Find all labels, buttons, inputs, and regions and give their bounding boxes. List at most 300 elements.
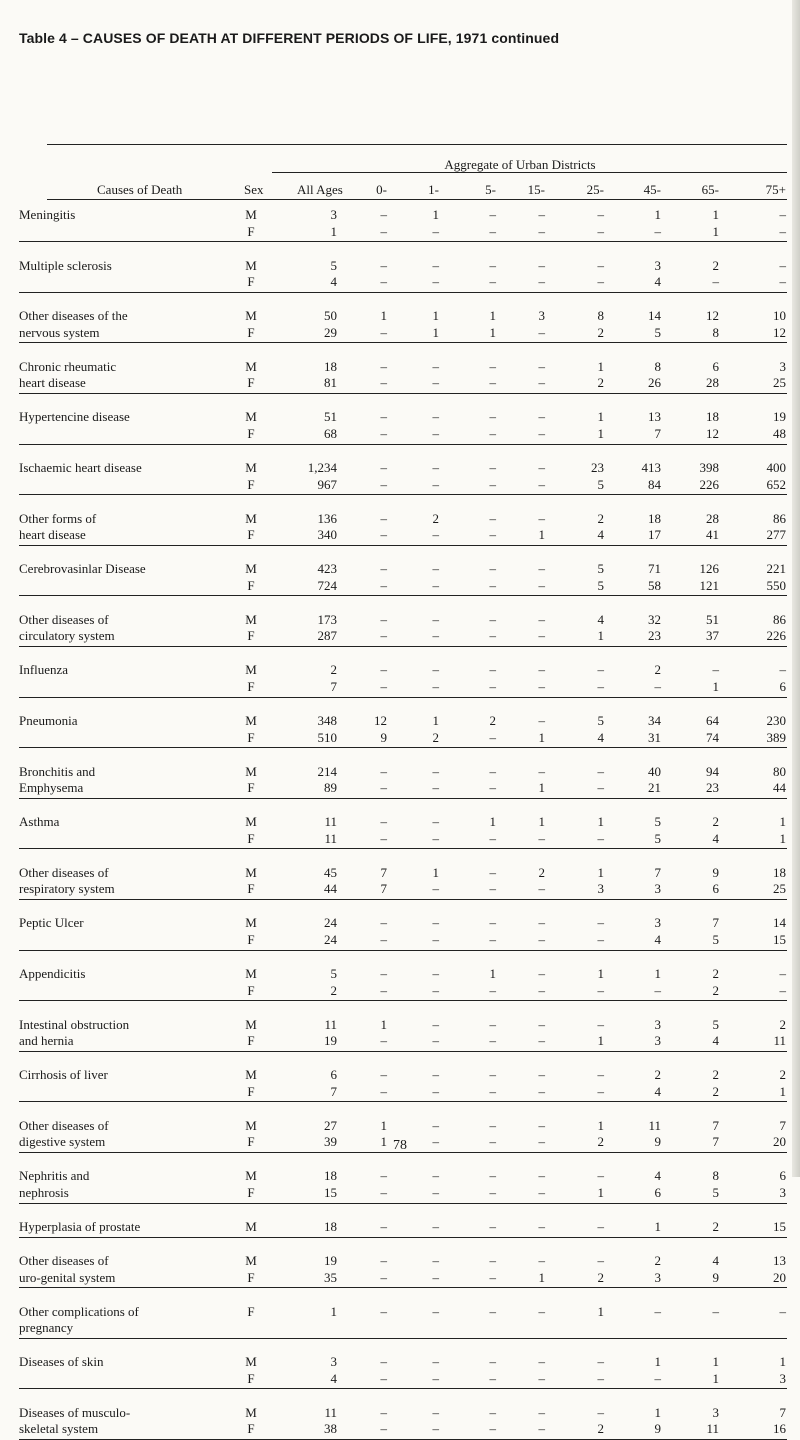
row-age-value: – xyxy=(489,881,496,897)
row-cause-name: Other forms of xyxy=(19,510,97,526)
row-age-value: – xyxy=(489,1253,496,1268)
row-sex: M xyxy=(245,308,257,324)
row-age-value: – xyxy=(432,1354,439,1370)
row-age-value: 6 xyxy=(654,1185,661,1200)
row-age-value: 2 xyxy=(597,1269,604,1285)
row-all-ages: 7 xyxy=(330,1083,337,1099)
row-age-value: – xyxy=(380,830,387,846)
row-separator xyxy=(19,494,787,495)
row-age-value: – xyxy=(489,1370,496,1386)
row-separator xyxy=(19,241,787,242)
row-age-value: 226 xyxy=(699,476,719,492)
row-age-value: – xyxy=(538,257,545,273)
row-age-value: – xyxy=(489,864,496,880)
row-separator xyxy=(19,1203,787,1204)
row-age-value: 41 xyxy=(706,527,719,543)
row-all-ages: 11 xyxy=(324,1016,337,1032)
row-cause-name: Pneumonia xyxy=(19,713,78,728)
row-age-value: 26 xyxy=(648,375,661,391)
row-age-value: 9 xyxy=(654,1134,661,1150)
row-age-value: 7 xyxy=(779,1404,786,1420)
row-age-value: – xyxy=(538,1404,545,1420)
row-age-value: – xyxy=(597,763,604,779)
row-age-value: – xyxy=(432,1117,439,1133)
row-all-ages: 4 xyxy=(330,1370,337,1386)
row-age-value: 5 xyxy=(597,713,604,728)
row-age-value: 18 xyxy=(648,510,661,526)
row-age-value: 413 xyxy=(641,460,661,475)
row-age-value: 4 xyxy=(597,729,604,745)
row-sex: F xyxy=(247,628,255,644)
row-all-ages: 11 xyxy=(324,830,337,846)
row-age-value: – xyxy=(538,274,545,290)
row-age-value: 652 xyxy=(766,476,786,492)
row-age-value: 1 xyxy=(380,1117,387,1133)
row-separator xyxy=(19,1388,787,1389)
row-age-value: – xyxy=(538,982,545,998)
row-age-value: – xyxy=(538,628,545,644)
row-all-ages: 45 xyxy=(324,864,337,880)
row-all-ages: 287 xyxy=(317,628,337,644)
row-sex: M xyxy=(245,864,257,880)
row-age-value: – xyxy=(432,1134,439,1150)
row-age-value: – xyxy=(380,932,387,947)
row-sex: F xyxy=(247,324,255,340)
row-age-value: – xyxy=(380,223,387,239)
row-all-ages: 7 xyxy=(330,679,337,694)
row-all-ages: 24 xyxy=(324,932,337,947)
header-age-4: 25- xyxy=(586,182,604,197)
row-age-value: – xyxy=(597,780,604,796)
row-age-value: 1 xyxy=(489,814,496,830)
row-age-value: 11 xyxy=(648,1117,661,1133)
row-age-value: 2 xyxy=(712,1083,719,1099)
row-sex: M xyxy=(245,358,257,374)
row-age-value: – xyxy=(380,358,387,374)
row-age-value: 37 xyxy=(706,628,719,644)
header-age-1: 1- xyxy=(428,182,439,197)
header-age-5: 45- xyxy=(643,182,661,197)
row-age-value: – xyxy=(380,476,387,492)
row-age-value: – xyxy=(538,1421,545,1437)
row-age-value: – xyxy=(538,460,545,475)
row-all-ages: 3 xyxy=(330,207,337,222)
row-age-value: 4 xyxy=(654,1168,661,1184)
row-age-value: – xyxy=(489,1016,496,1032)
row-age-value: – xyxy=(538,1370,545,1386)
row-age-value: 18 xyxy=(773,864,786,880)
row-sex: F xyxy=(247,679,255,694)
row-age-value: 2 xyxy=(654,1067,661,1083)
row-separator xyxy=(19,1000,787,1001)
row-age-value: – xyxy=(489,763,496,779)
row-age-value: – xyxy=(432,662,439,678)
row-age-value: 1 xyxy=(489,966,496,981)
row-all-ages: 18 xyxy=(324,1219,337,1234)
row-age-value: – xyxy=(489,375,496,391)
row-age-value: 400 xyxy=(766,460,786,475)
row-age-value: 389 xyxy=(766,729,786,745)
row-age-value: – xyxy=(432,1185,439,1200)
row-age-value: – xyxy=(538,1134,545,1150)
row-all-ages: 5 xyxy=(330,257,337,273)
row-all-ages: 89 xyxy=(324,780,337,796)
row-age-value: 15 xyxy=(773,932,786,947)
row-age-value: – xyxy=(489,476,496,492)
row-sex: F xyxy=(247,881,255,897)
row-age-value: – xyxy=(432,460,439,475)
row-age-value: 3 xyxy=(654,1016,661,1032)
row-age-value: 1 xyxy=(712,679,719,694)
row-sex: F xyxy=(247,375,255,391)
row-age-value: – xyxy=(489,1303,496,1319)
row-sex: F xyxy=(247,1269,255,1285)
page-number: 78 xyxy=(393,1138,407,1153)
row-age-value: 3 xyxy=(779,1370,786,1386)
row-age-value: – xyxy=(432,527,439,543)
row-age-value: 14 xyxy=(648,308,661,324)
row-sex: F xyxy=(247,1033,255,1049)
row-age-value: – xyxy=(538,375,545,391)
row-age-value: – xyxy=(380,324,387,340)
row-age-value: 51 xyxy=(706,611,719,627)
table-top-rule xyxy=(47,144,787,145)
row-all-ages: 19 xyxy=(324,1033,337,1049)
row-age-value: 5 xyxy=(654,324,661,340)
row-age-value: – xyxy=(538,662,545,678)
row-all-ages: 3 xyxy=(330,1354,337,1370)
row-age-value: 28 xyxy=(706,375,719,391)
row-age-value: – xyxy=(538,966,545,981)
row-age-value: 277 xyxy=(766,527,786,543)
row-age-value: 1 xyxy=(597,864,604,880)
row-age-value: – xyxy=(380,1083,387,1099)
row-age-value: – xyxy=(380,1370,387,1386)
row-cause-name: Other diseases of xyxy=(19,1253,109,1268)
row-age-value: – xyxy=(380,1067,387,1083)
row-age-value: – xyxy=(489,679,496,694)
row-sex: M xyxy=(245,611,257,627)
row-cause-name: Chronic rheumatic xyxy=(19,358,117,374)
row-age-value: – xyxy=(432,1067,439,1083)
row-age-value: – xyxy=(538,915,545,931)
row-age-value: – xyxy=(779,257,786,273)
row-age-value: 1 xyxy=(432,713,439,728)
row-cause-name: Emphysema xyxy=(19,780,84,796)
row-separator xyxy=(19,1051,787,1052)
row-age-value: 1 xyxy=(712,1354,719,1370)
row-age-value: – xyxy=(489,577,496,593)
row-sex: M xyxy=(245,409,257,425)
row-age-value: – xyxy=(538,881,545,897)
row-sex: F xyxy=(247,223,255,239)
row-age-value: – xyxy=(597,982,604,998)
row-age-value: – xyxy=(597,662,604,678)
row-age-value: 4 xyxy=(654,274,661,290)
row-age-value: – xyxy=(538,510,545,526)
row-age-value: 32 xyxy=(648,611,661,627)
row-cause-name: Asthma xyxy=(19,814,60,830)
row-age-value: 1 xyxy=(654,1404,661,1420)
row-age-value: – xyxy=(538,223,545,239)
row-age-value: – xyxy=(489,561,496,577)
row-separator xyxy=(19,848,787,849)
row-age-value: 1 xyxy=(597,1185,604,1200)
header-age-3: 15- xyxy=(527,182,545,197)
row-age-value: 6 xyxy=(779,1168,786,1184)
row-all-ages: 44 xyxy=(324,881,337,897)
row-sex: F xyxy=(247,1185,255,1200)
row-separator xyxy=(19,444,787,445)
row-cause-name: Other diseases of xyxy=(19,1117,109,1133)
row-age-value: – xyxy=(380,1033,387,1049)
row-sex: M xyxy=(245,1067,257,1083)
row-age-value: – xyxy=(489,207,496,222)
row-age-value: 1 xyxy=(538,1269,545,1285)
row-sex: M xyxy=(245,510,257,526)
row-age-value: 20 xyxy=(773,1134,786,1150)
row-age-value: 74 xyxy=(706,729,719,745)
row-age-value: – xyxy=(489,1117,496,1133)
row-age-value: – xyxy=(538,763,545,779)
row-age-value: – xyxy=(380,1168,387,1184)
row-age-value: – xyxy=(597,207,604,222)
row-age-value: – xyxy=(538,426,545,441)
row-age-value: 4 xyxy=(712,1253,719,1268)
row-age-value: – xyxy=(779,982,786,998)
row-age-value: – xyxy=(380,1404,387,1420)
row-age-value: 9 xyxy=(380,729,387,745)
row-sex: F xyxy=(247,1421,255,1437)
row-age-value: – xyxy=(432,966,439,981)
row-age-value: 7 xyxy=(712,1134,719,1150)
row-age-value: 13 xyxy=(648,409,661,425)
row-age-value: 2 xyxy=(654,662,661,678)
row-sex: F xyxy=(247,932,255,947)
row-sex: F xyxy=(247,1303,255,1319)
row-age-value: – xyxy=(597,915,604,931)
row-separator xyxy=(19,1101,787,1102)
row-sex: F xyxy=(247,426,255,441)
row-age-value: 4 xyxy=(654,932,661,947)
row-age-value: – xyxy=(538,1219,545,1234)
row-all-ages: 38 xyxy=(324,1421,337,1437)
row-age-value: 1 xyxy=(779,1083,786,1099)
row-age-value: 12 xyxy=(706,426,719,441)
row-age-value: 7 xyxy=(654,864,661,880)
row-age-value: – xyxy=(432,1219,439,1234)
row-age-value: 12 xyxy=(374,713,387,728)
row-cause-name: and hernia xyxy=(19,1033,74,1049)
row-age-value: 4 xyxy=(712,830,719,846)
row-age-value: – xyxy=(432,1269,439,1285)
row-age-value: 25 xyxy=(773,375,786,391)
row-age-value: 80 xyxy=(773,763,786,779)
row-cause-name: Cirrhosis of liver xyxy=(19,1067,108,1083)
row-sex: M xyxy=(245,561,257,577)
row-all-ages: 5 xyxy=(330,966,337,981)
row-age-value: – xyxy=(597,1067,604,1083)
row-cause-name: pregnancy xyxy=(19,1320,74,1336)
row-age-value: – xyxy=(597,1253,604,1268)
row-age-value: 7 xyxy=(712,1117,719,1133)
row-age-value: – xyxy=(597,679,604,694)
row-age-value: – xyxy=(538,409,545,425)
row-age-value: – xyxy=(489,460,496,475)
row-sex: F xyxy=(247,274,255,290)
row-age-value: 20 xyxy=(773,1269,786,1285)
row-all-ages: 173 xyxy=(317,611,337,627)
row-age-value: – xyxy=(380,814,387,830)
row-age-value: – xyxy=(489,1269,496,1285)
row-age-value: 1 xyxy=(597,1303,604,1319)
row-all-ages: 18 xyxy=(324,358,337,374)
row-age-value: – xyxy=(489,932,496,947)
row-age-value: 5 xyxy=(712,1016,719,1032)
row-age-value: 19 xyxy=(773,409,786,425)
row-age-value: 12 xyxy=(706,308,719,324)
row-age-value: 3 xyxy=(654,1033,661,1049)
row-age-value: – xyxy=(380,1253,387,1268)
row-age-value: – xyxy=(489,257,496,273)
row-age-value: – xyxy=(380,527,387,543)
row-age-value: 1 xyxy=(597,966,604,981)
row-age-value: – xyxy=(432,1303,439,1319)
row-age-value: – xyxy=(432,257,439,273)
row-age-value: 8 xyxy=(712,324,719,340)
row-age-value: – xyxy=(654,1370,661,1386)
row-age-value: 2 xyxy=(597,510,604,526)
row-age-value: – xyxy=(380,460,387,475)
row-sex: M xyxy=(245,1354,257,1370)
row-cause-name: nephrosis xyxy=(19,1185,69,1200)
row-age-value: – xyxy=(432,358,439,374)
row-age-value: 5 xyxy=(654,814,661,830)
row-sex: F xyxy=(247,577,255,593)
row-cause-name: Other diseases of the xyxy=(19,308,128,324)
row-age-value: – xyxy=(432,611,439,627)
row-all-ages: 1 xyxy=(330,1303,337,1319)
row-age-value: 6 xyxy=(712,881,719,897)
row-age-value: – xyxy=(432,780,439,796)
row-age-value: 40 xyxy=(648,763,661,779)
row-age-value: 1 xyxy=(538,729,545,745)
row-age-value: – xyxy=(432,915,439,931)
row-sex: M xyxy=(245,1253,257,1268)
row-age-value: 71 xyxy=(648,561,661,577)
row-age-value: 2 xyxy=(712,966,719,981)
row-age-value: 23 xyxy=(648,628,661,644)
row-age-value: – xyxy=(489,729,496,745)
row-sex: F xyxy=(247,1370,255,1386)
row-all-ages: 967 xyxy=(317,476,337,492)
row-age-value: – xyxy=(489,1033,496,1049)
row-age-value: 1 xyxy=(538,780,545,796)
row-age-value: 14 xyxy=(773,915,786,931)
row-sex: F xyxy=(247,830,255,846)
row-cause-name: Diseases of skin xyxy=(19,1354,104,1370)
row-age-value: – xyxy=(380,1219,387,1234)
row-age-value: – xyxy=(597,1083,604,1099)
row-age-value: – xyxy=(489,611,496,627)
row-age-value: 1 xyxy=(597,1117,604,1133)
row-age-value: – xyxy=(489,1083,496,1099)
row-age-value: – xyxy=(538,1303,545,1319)
row-age-value: – xyxy=(538,1354,545,1370)
row-age-value: 58 xyxy=(648,577,661,593)
row-age-value: – xyxy=(432,409,439,425)
row-age-value: 28 xyxy=(706,510,719,526)
row-age-value: 7 xyxy=(712,915,719,931)
row-age-value: 8 xyxy=(654,358,661,374)
row-age-value: – xyxy=(380,763,387,779)
row-age-value: – xyxy=(779,207,786,222)
row-age-value: 5 xyxy=(597,476,604,492)
row-age-value: – xyxy=(432,814,439,830)
row-age-value: – xyxy=(489,1185,496,1200)
row-sex: F xyxy=(247,982,255,998)
row-age-value: 398 xyxy=(699,460,719,475)
row-all-ages: 348 xyxy=(317,713,337,728)
row-all-ages: 24 xyxy=(324,915,337,931)
row-all-ages: 423 xyxy=(317,561,337,577)
row-age-value: 3 xyxy=(597,881,604,897)
row-age-value: 2 xyxy=(432,729,439,745)
row-age-value: 1 xyxy=(380,308,387,324)
row-age-value: 1 xyxy=(654,1354,661,1370)
row-age-value: 10 xyxy=(773,308,786,324)
row-age-value: 1 xyxy=(597,426,604,441)
group-header: Aggregate of Urban Districts xyxy=(444,157,596,172)
row-age-value: – xyxy=(712,662,719,678)
row-age-value: – xyxy=(538,1016,545,1032)
row-all-ages: 35 xyxy=(324,1269,337,1285)
row-age-value: – xyxy=(597,932,604,947)
row-age-value: – xyxy=(489,1354,496,1370)
row-sex: M xyxy=(245,763,257,779)
row-age-value: – xyxy=(432,223,439,239)
row-age-value: 1 xyxy=(489,324,496,340)
row-separator xyxy=(19,899,787,900)
row-sex: F xyxy=(247,729,255,745)
row-age-value: 221 xyxy=(766,561,786,577)
row-age-value: – xyxy=(489,830,496,846)
row-all-ages: 340 xyxy=(317,527,337,543)
row-age-value: – xyxy=(538,830,545,846)
row-cause-name: circulatory system xyxy=(19,628,115,644)
row-separator xyxy=(19,292,787,293)
row-age-value: – xyxy=(489,628,496,644)
row-age-value: 1 xyxy=(597,1033,604,1049)
row-all-ages: 724 xyxy=(317,577,337,593)
row-age-value: – xyxy=(432,577,439,593)
row-age-value: – xyxy=(432,932,439,947)
row-age-value: 9 xyxy=(712,864,719,880)
row-age-value: – xyxy=(489,409,496,425)
row-all-ages: 510 xyxy=(317,729,337,745)
row-age-value: – xyxy=(538,1083,545,1099)
row-age-value: 1 xyxy=(654,966,661,981)
row-age-value: 3 xyxy=(654,1269,661,1285)
row-sex: M xyxy=(245,1168,257,1184)
row-age-value: 230 xyxy=(766,713,786,728)
row-age-value: – xyxy=(380,409,387,425)
row-age-value: – xyxy=(489,274,496,290)
row-age-value: – xyxy=(380,274,387,290)
row-separator xyxy=(19,545,787,546)
row-age-value: 25 xyxy=(773,881,786,897)
row-age-value: 3 xyxy=(779,358,786,374)
